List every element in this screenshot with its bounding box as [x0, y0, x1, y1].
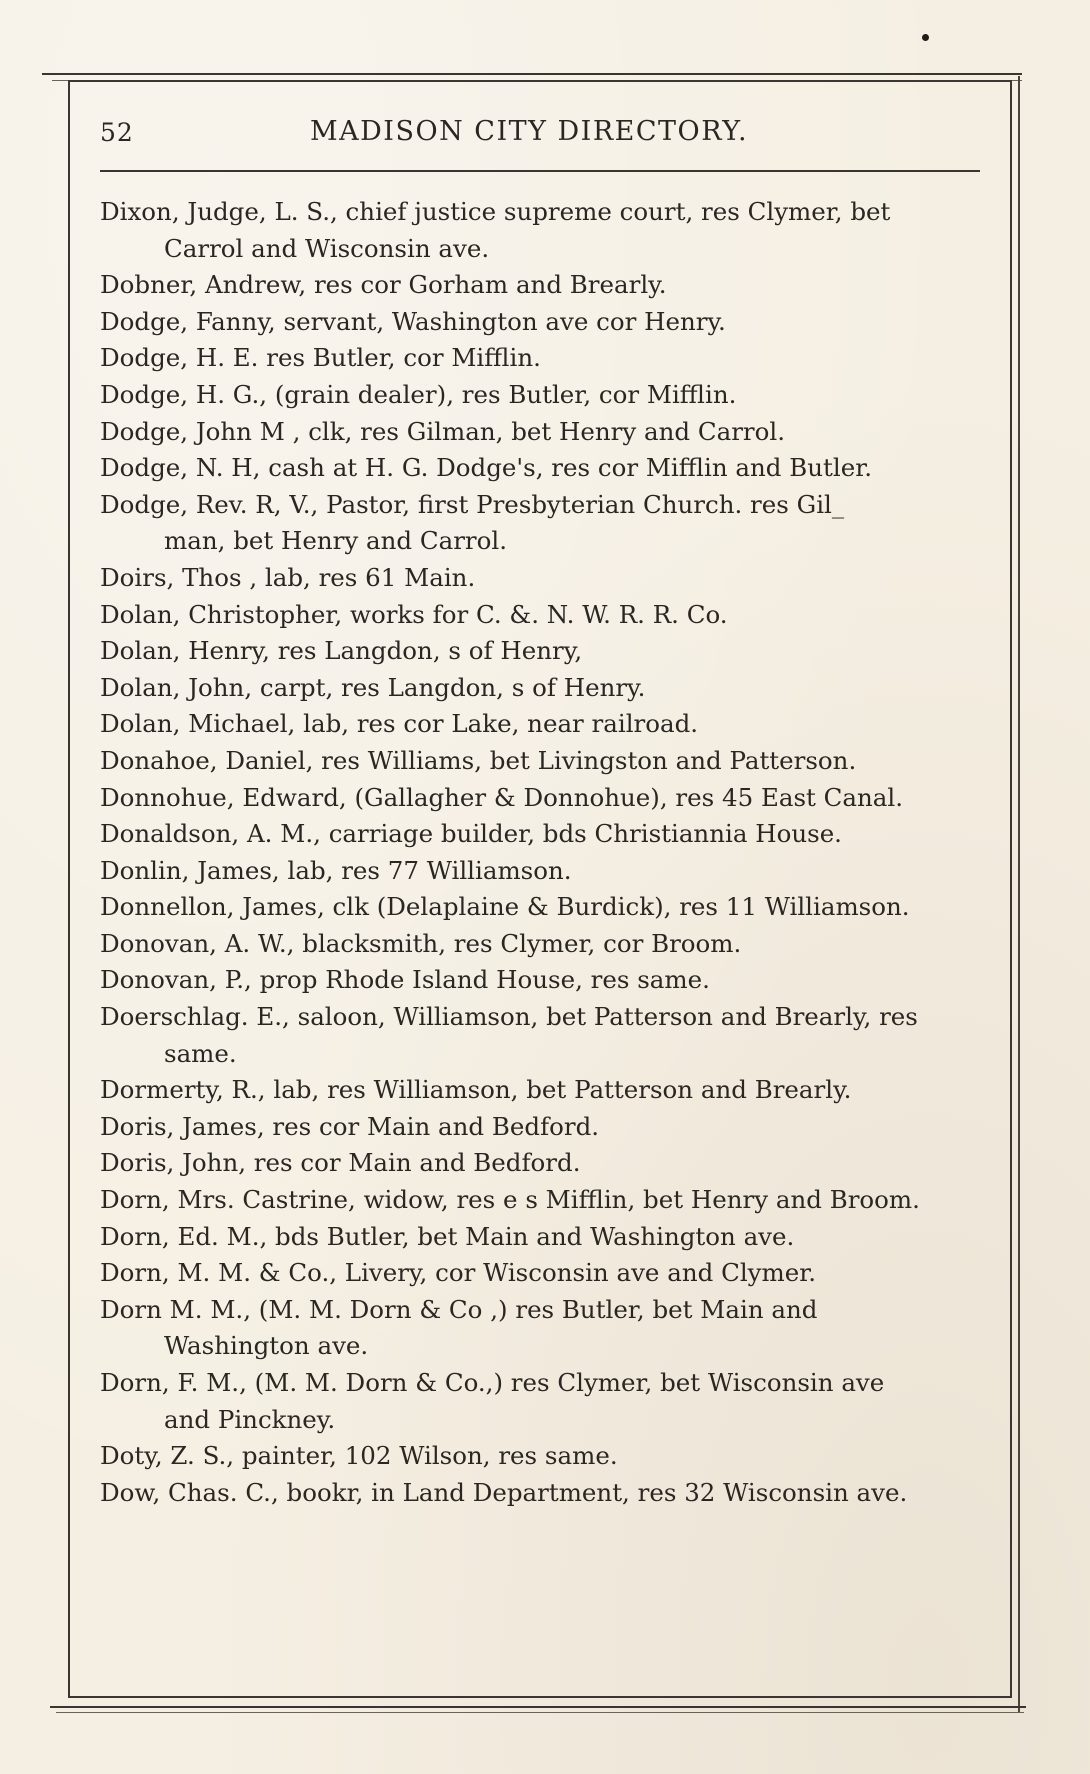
- directory-entry: Dodge, Rev. R, V., Pastor, first Presbyterian Church. res Gil_ man, bet Henry and Carrol.: [100, 489, 845, 556]
- bottom-rule: [50, 1706, 1026, 1708]
- directory-entry: Dorn, F. M., (M. M. Dorn & Co.,) res Clymer, bet Wisconsin ave and Pinckney.: [100, 1368, 885, 1434]
- directory-entry: Donnellon, James, clk (Delaplaine & Burdick), res 11 Williamson.: [100, 892, 910, 922]
- directory-entry: Dolan, Henry, res Langdon, s of Henry,: [100, 636, 583, 666]
- directory-entry: Dorn M. M., (M. M. Dorn & Co ,) res Butler, bet Main and Washington ave.: [100, 1294, 818, 1361]
- bottom-rule-thin: [56, 1712, 1024, 1713]
- directory-entry: Donaldson, A. M., carriage builder, bds Christiannia House.: [100, 819, 842, 849]
- directory-entry: Dodge, H. E. res Butler, cor Mifflin.: [100, 343, 541, 373]
- directory-entry: Dormerty, R., lab, res Williamson, bet Patterson and Brearly.: [100, 1075, 852, 1105]
- page-header: [100, 114, 980, 154]
- directory-entry: Donnohue, Edward, (Gallagher & Donnohue), res 45 East Canal.: [100, 782, 904, 812]
- directory-entry: Doris, James, res cor Main and Bedford.: [100, 1111, 600, 1141]
- header-rule: [100, 170, 980, 172]
- running-title: MADISON CITY DIRECTORY.: [310, 116, 749, 147]
- directory-entry: Dobner, Andrew, res cor Gorham and Brearly.: [100, 270, 667, 300]
- page-number: 52: [100, 118, 134, 147]
- directory-entry: Dorn, Mrs. Castrine, widow, res e s Mifflin, bet Henry and Broom.: [100, 1185, 920, 1215]
- directory-entry: Doris, John, res cor Main and Bedford.: [100, 1148, 581, 1178]
- directory-entries: [100, 194, 995, 1511]
- directory-entry: Dolan, Christopher, works for C. &. N. W. R. R. Co.: [100, 599, 728, 629]
- directory-entry: Dodge, Fanny, servant, Washington ave cor Henry.: [100, 306, 726, 336]
- directory-entry: Doty, Z. S., painter, 102 Wilson, res same.: [100, 1441, 618, 1471]
- directory-entry: Dodge, John M , clk, res Gilman, bet Henry and Carrol.: [100, 416, 785, 446]
- directory-entry: Dow, Chas. C., bookr, in Land Department, res 32 Wisconsin ave.: [100, 1477, 908, 1507]
- directory-entry: Dixon, Judge, L. S., chief justice supreme court, res Clymer, bet Carrol and Wisconsin ave.: [100, 197, 891, 263]
- directory-entry: Dorn, Ed. M., bds Butler, bet Main and Washington ave.: [100, 1221, 795, 1251]
- ink-dot: [922, 34, 929, 41]
- directory-entry: Donovan, P., prop Rhode Island House, res same.: [100, 965, 710, 995]
- directory-entry: Doirs, Thos , lab, res 61 Main.: [100, 562, 476, 592]
- directory-entry: Dorn, M. M. & Co., Livery, cor Wisconsin ave and Clymer.: [100, 1258, 817, 1288]
- frame-right-rule: [1018, 76, 1020, 1712]
- directory-entry: Dodge, N. H, cash at H. G. Dodge's, res cor Mifflin and Butler.: [100, 453, 873, 483]
- directory-entry: Dolan, Michael, lab, res cor Lake, near railroad.: [100, 709, 699, 739]
- directory-entry: Dolan, John, carpt, res Langdon, s of Henry.: [100, 672, 646, 702]
- directory-entry: Donahoe, Daniel, res Williams, bet Livingston and Patterson.: [100, 745, 857, 775]
- directory-entry: Dodge, H. G., (grain dealer), res Butler, cor Mifflin.: [100, 379, 737, 409]
- directory-entry: Doerschlag. E., saloon, Williamson, bet Patterson and Brearly, res same.: [100, 1002, 918, 1068]
- directory-entry: Donlin, James, lab, res 77 Williamson.: [100, 855, 572, 885]
- directory-entry: Donovan, A. W., blacksmith, res Clymer, cor Broom.: [100, 928, 742, 958]
- top-rule: [42, 73, 1022, 75]
